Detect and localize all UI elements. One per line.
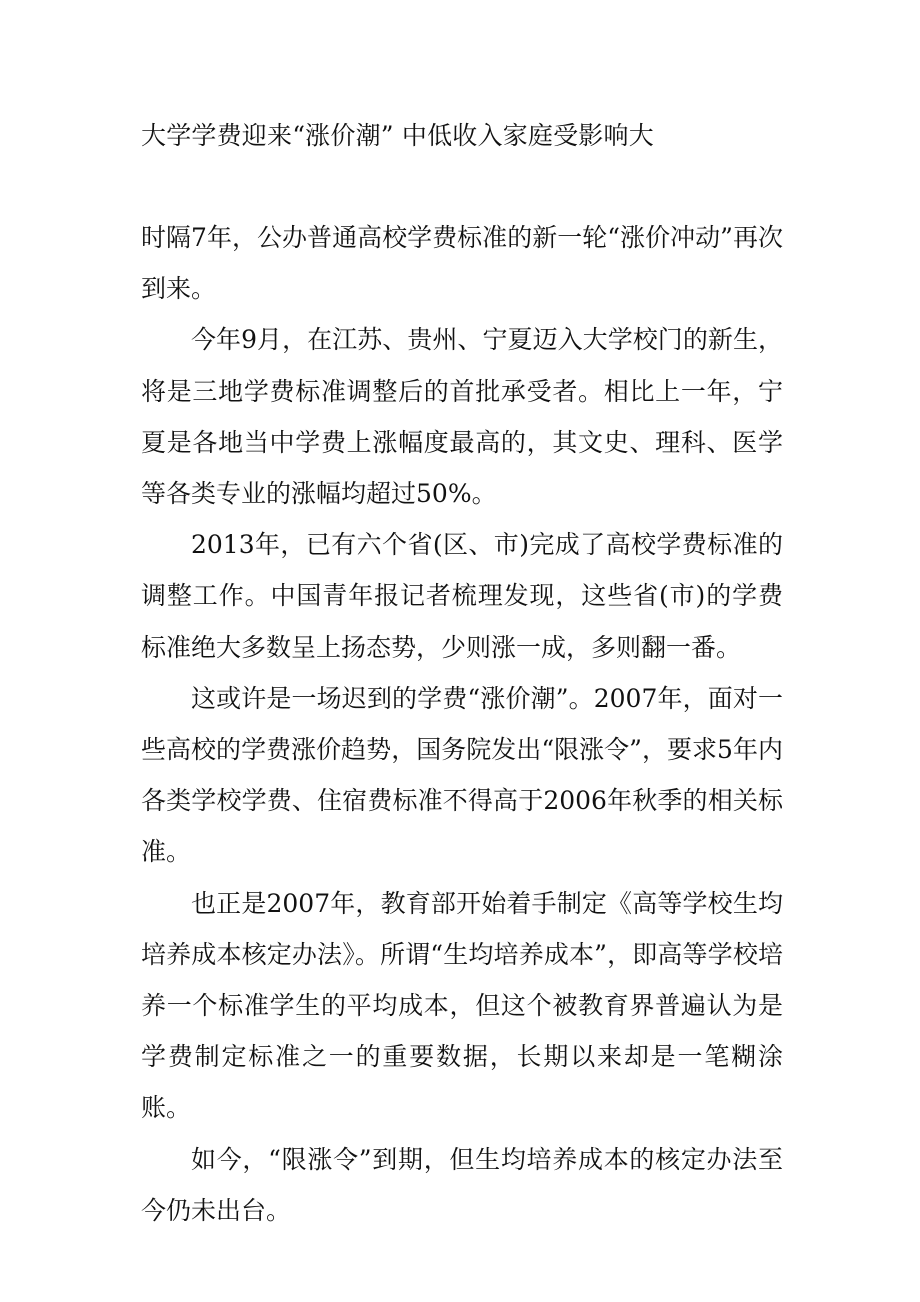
paragraph-1: 时隔7年，公办普通高校学费标准的新一轮“涨价冲动”再次到来。 — [141, 223, 783, 304]
paragraph-2: 今年9月，在江苏、贵州、宁夏迈入大学校门的新生，将是三地学费标准调整后的首批承受者。相比上一年，宁夏是各地当中学费上涨幅度最高的，其文史、理科、医学等各类专业的涨幅均超过50%。 — [141, 325, 783, 509]
paragraph-6: 如今，“限涨令”到期，但生均培养成本的核定办法至今仍未出台。 — [141, 1144, 783, 1225]
document-title: 大学学费迎来“涨价潮” 中低收入家庭受影响大 — [141, 121, 654, 150]
paragraph-3: 2013年，已有六个省(区、市)完成了高校学费标准的调整工作。中国青年报记者梳理发现，这些省(市)的学费标准绝大多数呈上扬态势，少则涨一成，多则翻一番。 — [141, 530, 783, 662]
paragraph-5: 也正是2007年，教育部开始着手制定《高等学校生均培养成本核定办法》。所谓“生均培养成本”，即高等学校培养一个标准学生的平均成本，但这个被教育界普遍认为是学费制定标准之一的重要数据，长期以来却是一笔糊涂账。 — [141, 888, 783, 1123]
paragraph-4: 这或许是一场迟到的学费“涨价潮”。2007年，面对一些高校的学费涨价趋势，国务院发出“限涨令”，要求5年内各类学校学费、住宿费标准不得高于2006年秋季的相关标准。 — [141, 683, 783, 867]
document-body — [141, 212, 783, 1236]
